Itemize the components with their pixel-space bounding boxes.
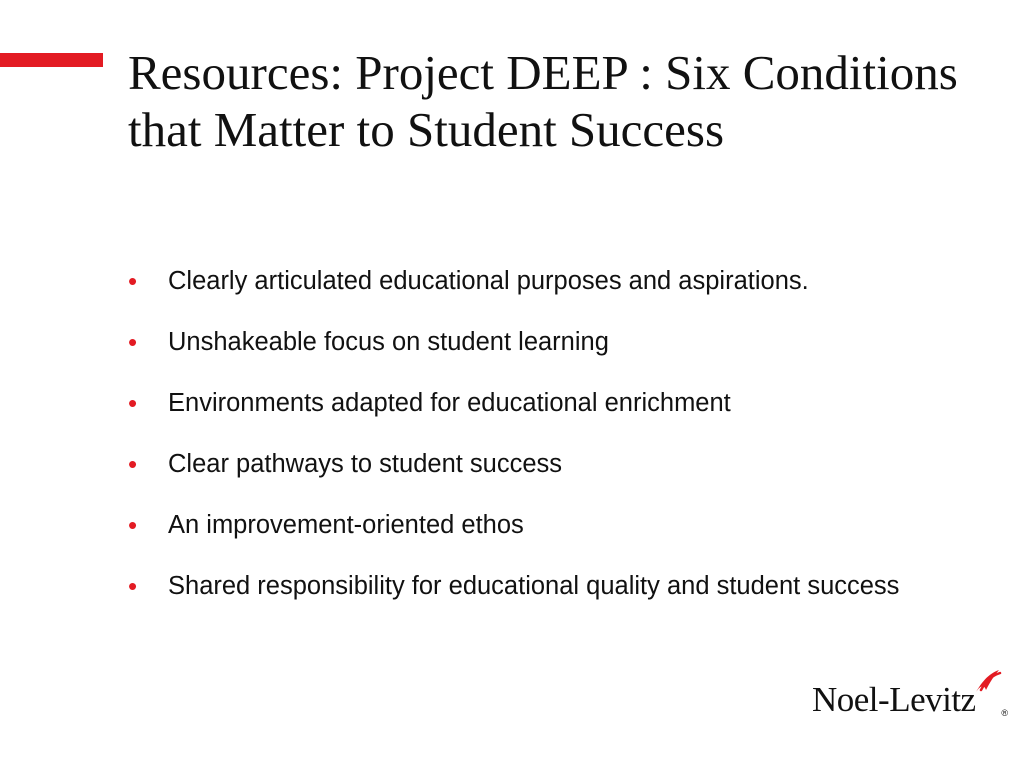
bullet-icon: • <box>128 266 138 296</box>
slide-title: Resources: Project DEEP : Six Conditions that Matter to Student Success <box>128 45 958 157</box>
bullet-text: Shared responsibility for educational quality and student success <box>168 572 900 600</box>
bullet-item <box>128 262 988 301</box>
bullet-item <box>128 506 988 545</box>
bullet-text: Clearly articulated educational purposes and aspirations. <box>168 267 809 295</box>
bullet-text: Unshakeable focus on student learning <box>168 328 609 356</box>
bullet-text: Environments adapted for educational enrichment <box>168 389 731 417</box>
bullet-text: An improvement-oriented ethos <box>168 511 524 539</box>
bullet-icon: • <box>128 388 138 418</box>
logo-swoosh-icon <box>972 668 1002 694</box>
accent-bar <box>0 53 103 67</box>
bullet-item <box>128 567 988 606</box>
bullet-list <box>128 262 988 628</box>
bullet-icon: • <box>128 327 138 357</box>
bullet-icon: • <box>128 571 138 601</box>
logo-wordmark: Noel-Levitz <box>812 680 976 719</box>
bullet-item <box>128 445 988 484</box>
bullet-icon: • <box>128 510 138 540</box>
bullet-item <box>128 384 988 423</box>
noel-levitz-logo <box>812 668 1008 724</box>
bullet-item <box>128 323 988 362</box>
bullet-icon: • <box>128 449 138 479</box>
bullet-text: Clear pathways to student success <box>168 450 563 478</box>
registered-mark: ® <box>1001 708 1008 718</box>
